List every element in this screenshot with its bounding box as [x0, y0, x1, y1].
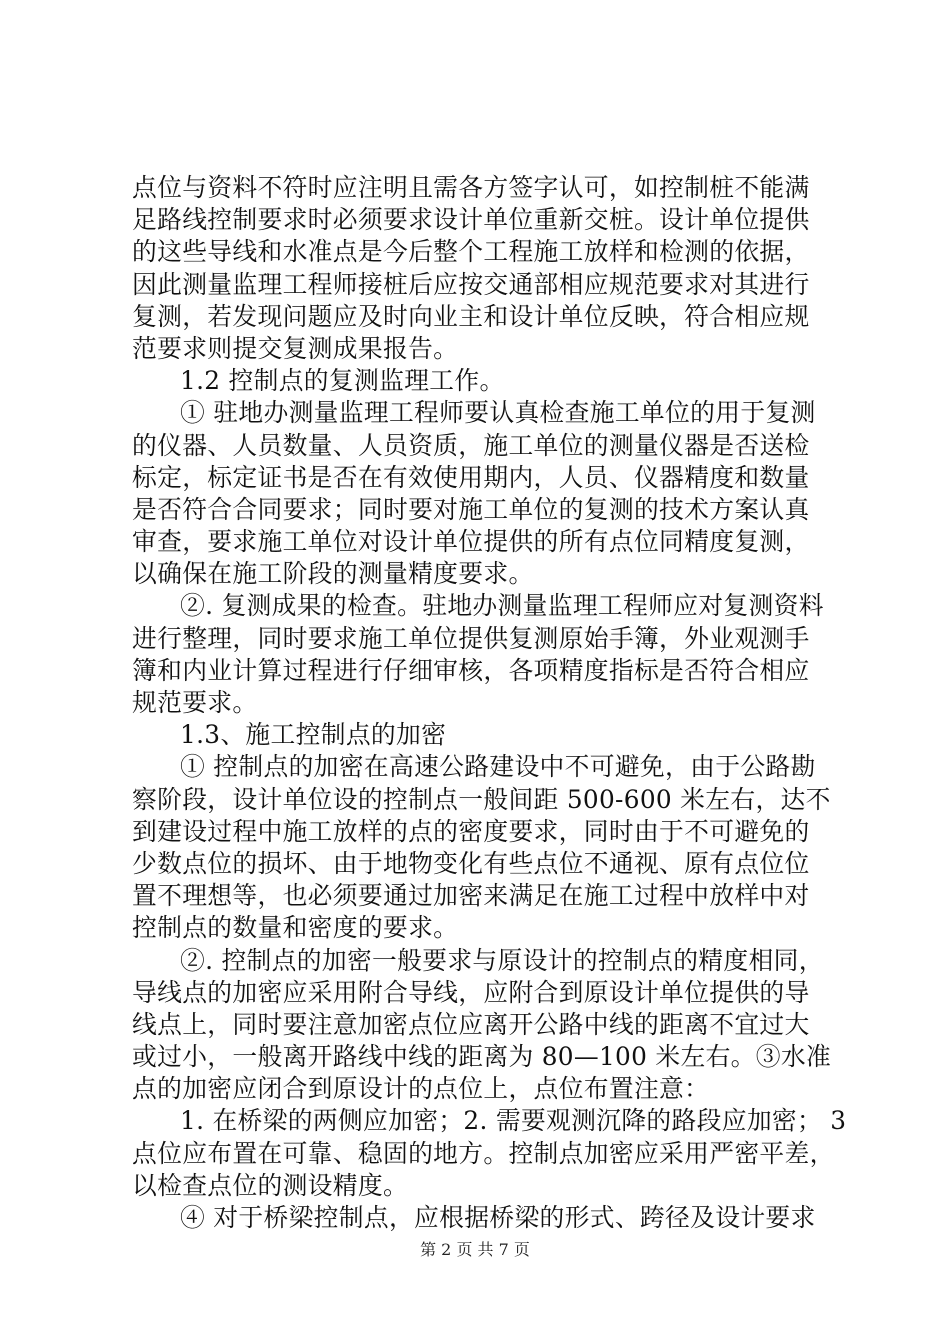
- text-line: ②. 复测成果的检查。驻地办测量监理工程师应对复测资料: [180, 591, 824, 621]
- page-footer: [0, 1239, 950, 1261]
- text-line: ④ 对于桥梁控制点，应根据桥梁的形式、跨径及设计要求: [180, 1203, 816, 1232]
- section-heading: 1.2 控制点的复测监理工作。: [180, 366, 505, 396]
- text-line: 范要求则提交复测成果报告。: [132, 333, 459, 363]
- text-line: 标定，标定证书是否在有效使用期内，人员、仪器精度和数量: [132, 462, 810, 492]
- text-line: 少数点位的损坏、由于地物变化有些点位不通视、原有点位位: [132, 848, 810, 878]
- page-number-label: 第 2 页 共 7 页: [420, 1240, 530, 1259]
- text-line: 以确保在施工阶段的测量精度要求。: [132, 559, 534, 589]
- text-line: ②. 控制点的加密一般要求与原设计的控制点的精度相同，: [180, 945, 824, 975]
- text-line: 控制点的数量和密度的要求。: [132, 913, 459, 943]
- text-line: 导线点的加密应采用附合导线，应附合到原设计单位提供的导: [132, 977, 810, 1007]
- text-line: 点的加密应闭合到原设计的点位上，点位布置注意：: [132, 1074, 710, 1104]
- text-line: 复测，若发现问题应及时向业主和设计单位反映，符合相应规: [132, 301, 810, 331]
- text-line: 进行整理，同时要求施工单位提供复测原始手簿，外业观测手: [132, 623, 810, 653]
- document-body: [132, 172, 847, 1234]
- text-line: 足路线控制要求时必须要求设计单位重新交桩。设计单位提供: [132, 205, 810, 235]
- text-line: 审查，要求施工单位对设计单位提供的所有点位同精度复测，: [132, 527, 810, 557]
- text-line: 点位应布置在可靠、稳固的地方。控制点加密应采用严密平差，: [132, 1138, 835, 1168]
- text-line: 规范要求。: [132, 688, 258, 717]
- text-line: 簿和内业计算过程进行仔细审核，各项精度指标是否符合相应: [132, 655, 810, 685]
- text-line: 察阶段，设计单位设的控制点一般间距 500-600 米左右，达不: [132, 784, 831, 814]
- text-line: 的仪器、人员数量、人员资质，施工单位的测量仪器是否送检: [132, 430, 810, 460]
- text-line: 置不理想等，也必须要通过加密来满足在施工过程中放样中对: [132, 881, 810, 911]
- text-line: 线点上，同时要注意加密点位应离开公路中线的距离不宜过大: [132, 1009, 810, 1039]
- text-line: 点位与资料不符时应注明且需各方签字认可，如控制桩不能满: [132, 173, 810, 202]
- text-line: 到建设过程中施工放样的点的密度要求，同时由于不可避免的: [132, 816, 810, 846]
- text-line: 是否符合合同要求；同时要对施工单位的复测的技术方案认真: [132, 494, 810, 524]
- text-line: 的这些导线和水准点是今后整个工程施工放样和检测的依据，: [132, 237, 810, 267]
- text-line: 以检查点位的测设精度。: [132, 1170, 409, 1200]
- text-line: ① 驻地办测量监理工程师要认真检查施工单位的用于复测: [180, 398, 816, 428]
- text-line: 或过小，一般离开路线中线的距离为 80—100 米左右。③水准: [132, 1042, 832, 1072]
- text-line: ① 控制点的加密在高速公路建设中不可避免，由于公路勘: [180, 752, 816, 782]
- text-line: 因此测量监理工程师接桩后应按交通部相应规范要求对其进行: [132, 269, 810, 299]
- text-line: 1. 在桥梁的两侧应加密；2. 需要观测沉降的路段应加密； 3: [180, 1106, 847, 1136]
- section-heading: 1.3、施工控制点的加密: [180, 720, 447, 750]
